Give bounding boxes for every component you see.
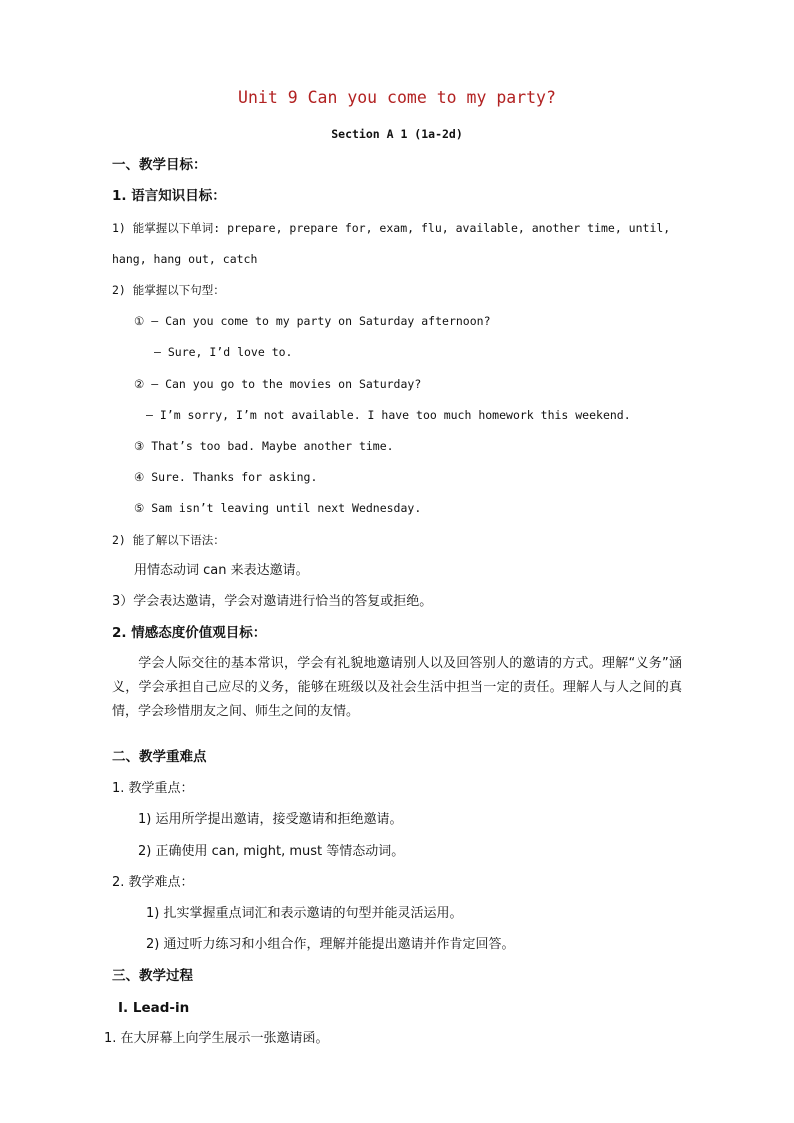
heading-objectives: 一、教学目标： [112,157,207,173]
grammar-item: 用情态动词 can 来表达邀请。 [134,563,309,578]
sentence-4: ④ Sure. Thanks for asking. [134,470,318,484]
sentence-1b: — Sure, I’d love to. [154,345,293,359]
step-lead-in: Ⅰ. Lead-in [118,1000,190,1016]
heading-language-goals: 1. 语言知识目标： [112,188,226,204]
difficult-points-label: 2. 教学难点： [112,875,194,890]
key-point-2: 2) 正确使用 can, might, must 等情态动词。 [138,844,405,859]
heading-emotional-goals: 2. 情感态度价值观目标： [112,625,267,641]
page-title: Unit 9 Can you come to my party? [238,88,556,107]
sentence-2a: ② — Can you go to the movies on Saturday? [134,377,422,391]
key-points-label: 1. 教学重点： [112,781,194,796]
emotional-goals-paragraph [112,652,682,724]
heading-key-difficult-points: 二、教学重难点 [112,749,207,765]
emotional-goals-text: 学会人际交往的基本常识，学会有礼貌地邀请别人以及回答别人的邀请的方式。理解“义务”涵义，学会承担自己应尽的义务，能够在班级以及社会生活中担当一定的责任。理解人与人之间的真情，学会珍惜朋友之间、师生之间的友情。 [112,656,682,719]
sentence-1a: ① — Can you come to my party on Saturday afternoon? [134,314,491,328]
difficult-point-1: 1) 扎实掌握重点词汇和表示邀请的句型并能灵活运用。 [146,906,463,921]
difficult-point-2: 2) 通过听力练习和小组合作，理解并能提出邀请并作肯定回答。 [146,937,515,952]
section-subtitle: Section A 1 (1a-2d) [331,127,463,141]
sentence-patterns-label: 2) 能掌握以下句型： [112,283,225,297]
invitation-goal: 3）学会表达邀请，学会对邀请进行恰当的答复或拒绝。 [112,594,433,609]
heading-teaching-process: 三、教学过程 [112,968,193,984]
sentence-2b: — I’m sorry, I’m not available. I have too much homework this weekend. [146,408,631,422]
grammar-label: 2) 能了解以下语法： [112,533,225,547]
sentence-3: ③ That’s too bad. Maybe another time. [134,439,394,453]
sentence-5: ⑤ Sam isn’t leaving until next Wednesday. [134,501,422,515]
key-point-1: 1) 运用所学提出邀请，接受邀请和拒绝邀请。 [138,812,403,827]
vocab-line-2: hang, hang out, catch [112,252,258,266]
vocab-line-1: 1) 能掌握以下单词: prepare, prepare for, exam, flu, available, another time, until, [112,221,671,235]
lead-in-step-1: 1. 在大屏幕上向学生展示一张邀请函。 [104,1031,329,1046]
